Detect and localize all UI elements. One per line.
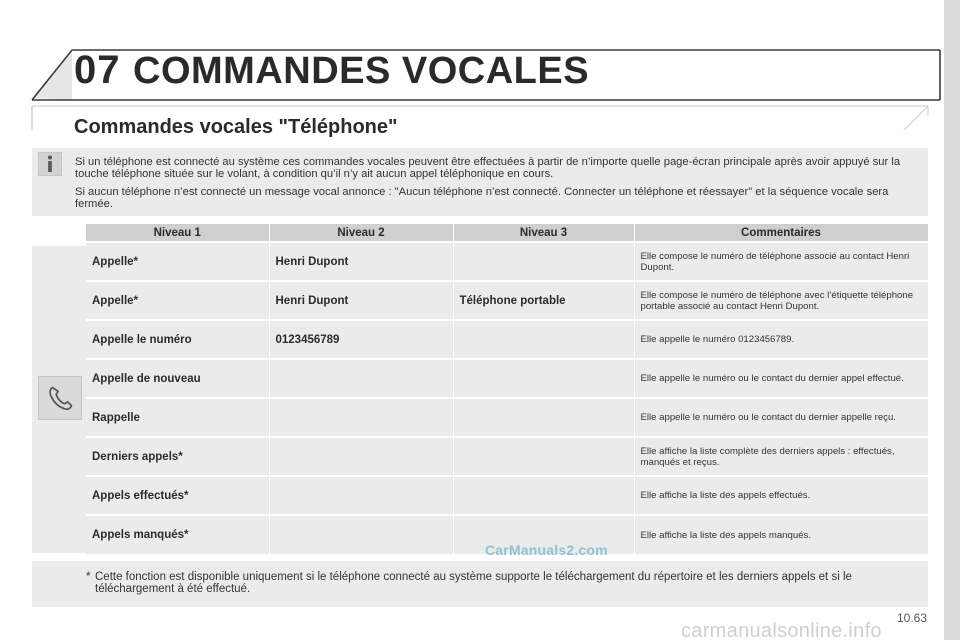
cell-niveau-3 [453, 476, 634, 515]
cell-niveau-3 [453, 359, 634, 398]
info-text [75, 156, 920, 210]
cell-comment: Elle affiche la liste des appels manqués. [634, 515, 928, 554]
table-row [86, 359, 928, 398]
cell-niveau-1: Appelle* [86, 242, 269, 281]
cell-niveau-3 [453, 242, 634, 281]
footnote-text: Cette fonction est disponible uniquement si le téléphone connecté au système supporte le téléchargement du répertoire et les derniers appels et si le téléchargement à été effectué. [95, 571, 852, 595]
cell-niveau-1: Appelle de nouveau [86, 359, 269, 398]
cell-niveau-3: Téléphone portable [453, 281, 634, 320]
cell-niveau-2 [269, 437, 453, 476]
cell-comment: Elle compose le numéro de téléphone associé au contact Henri Dupont. [634, 242, 928, 281]
cell-niveau-1: Derniers appels* [86, 437, 269, 476]
cell-comment: Elle affiche la liste complète des derniers appels : effectués, manqués et reçus. [634, 437, 928, 476]
header-commentaires: Commentaires [634, 224, 928, 242]
cell-niveau-2 [269, 515, 453, 554]
cell-niveau-2: Henri Dupont [269, 281, 453, 320]
cell-comment: Elle compose le numéro de téléphone avec l’étiquette téléphone portable associé au contact Henri Dupont. [634, 281, 928, 320]
chapter-number: 07 [74, 48, 121, 92]
table-row [86, 476, 928, 515]
cell-niveau-3 [453, 320, 634, 359]
cell-niveau-1: Rappelle [86, 398, 269, 437]
cell-niveau-3 [453, 437, 634, 476]
header-niveau-2: Niveau 2 [269, 224, 453, 242]
right-margin-strip [944, 0, 960, 640]
cell-comment: Elle affiche la liste des appels effectués. [634, 476, 928, 515]
phone-handset-icon [38, 376, 82, 420]
table-row [86, 398, 928, 437]
table-row [86, 281, 928, 320]
header-niveau-3: Niveau 3 [453, 224, 634, 242]
info-icon [38, 152, 62, 176]
cell-niveau-1: Appels effectués* [86, 476, 269, 515]
cell-niveau-1: Appels manqués* [86, 515, 269, 554]
cell-niveau-2 [269, 359, 453, 398]
cell-comment: Elle appelle le numéro ou le contact du dernier appel effectué. [634, 359, 928, 398]
footnote-marker: * [86, 571, 91, 583]
cell-niveau-2: 0123456789 [269, 320, 453, 359]
cell-niveau-2 [269, 476, 453, 515]
table-header-row [86, 224, 928, 242]
watermark-carmanuals: CarManuals2.com [485, 542, 608, 558]
cell-niveau-2: Henri Dupont [269, 242, 453, 281]
info-paragraph-2: Si aucun téléphone n’est connecté un message vocal annonce : "Aucun téléphone n’est connecté. Connecter un téléphone et réessayer" et la séquence vocale sera fermée. [75, 186, 889, 210]
footer-watermark: carmanualsonline.info [681, 620, 882, 640]
cell-niveau-2 [269, 398, 453, 437]
voice-commands-table [86, 224, 929, 554]
info-paragraph-1: Si un téléphone est connecté au système ces commandes vocales peuvent être effectuées à partir de n’importe quelle page-écran principale après avoir appuyé sur la touche téléphone située sur le volant, à condition qu’il n’y ait aucun appel téléphonique en cours. [75, 156, 901, 180]
page-number: 10.63 [897, 611, 928, 625]
cell-niveau-1: Appelle* [86, 281, 269, 320]
header-niveau-1: Niveau 1 [86, 224, 269, 242]
cell-comment: Elle appelle le numéro 0123456789. [634, 320, 928, 359]
cell-comment: Elle appelle le numéro ou le contact du dernier appelle reçu. [634, 398, 928, 437]
table-row [86, 320, 928, 359]
chapter-title: COMMANDES VOCALES [133, 50, 590, 92]
table-row [86, 437, 928, 476]
cell-niveau-1: Appelle le numéro [86, 320, 269, 359]
cell-niveau-3 [453, 398, 634, 437]
section-title: Commandes vocales "Téléphone" [74, 116, 398, 138]
table-row [86, 242, 928, 281]
